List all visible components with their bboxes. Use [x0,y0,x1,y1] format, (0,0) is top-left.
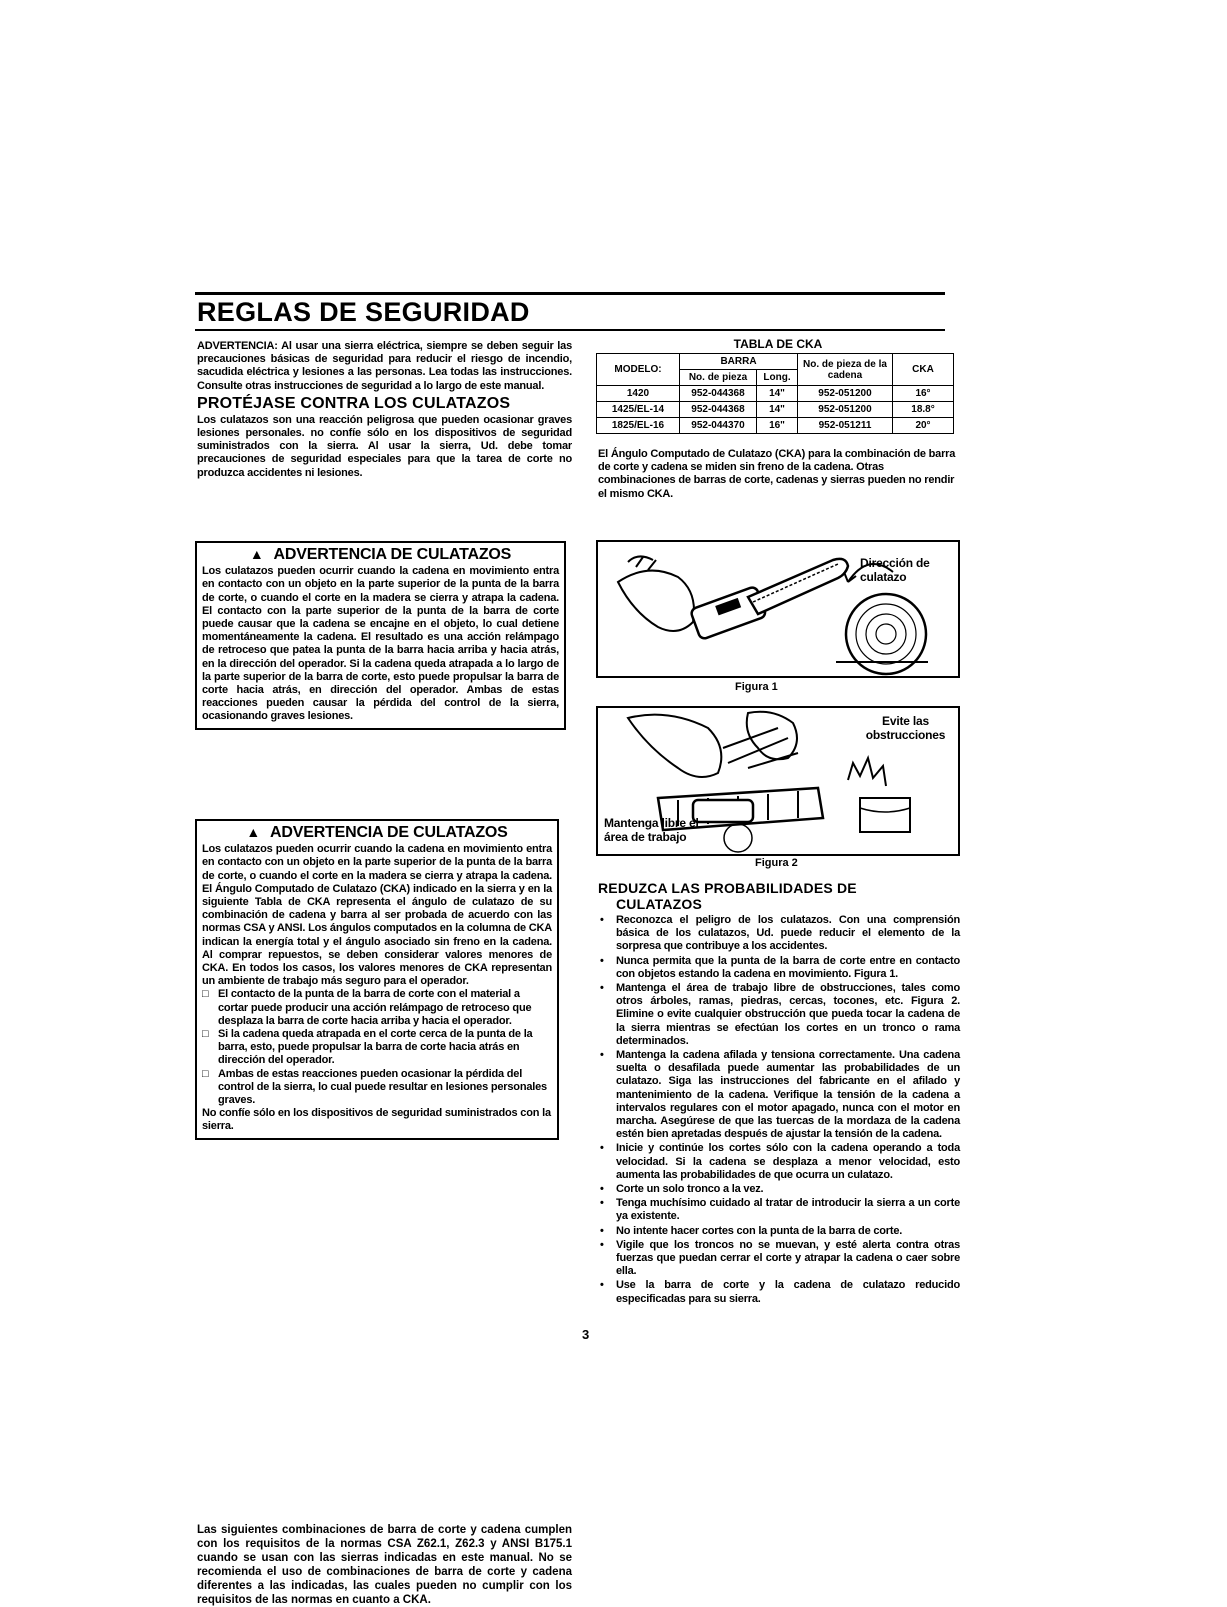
warning-box-1-title: ADVERTENCIA DE CULATAZOS [273,546,512,563]
table-row [597,418,954,434]
cell-chain-part: 952-051200 [798,402,893,418]
kickback-warning-box-2 [195,819,559,1140]
bullet-icon: • [600,1238,604,1251]
figure-1-callout: Dirección de culatazo [860,556,930,584]
cell-chain-part: 952-051211 [798,418,893,434]
protect-text: Los culatazos son una reacción peligrosa que pueden ocasionar graves lesiones personales. no confíe sólo en los dispositivos de seguridad suministrados con la sierra. Al usar la sierra, Ud. debe tomar precauciones de seguridad especiales para que la tarea de corte no produzca accidentes ni lesiones. [197,413,572,479]
warning-triangle-icon: ▲ [249,546,264,562]
bullet-icon: • [600,914,604,926]
list-item [598,1183,960,1196]
cell-bar-part: 952-044368 [680,386,757,402]
list-item-text: Mantenga la cadena afilada y tensiona correctamente. Una cadena suelta o desafilada puede aumentar las probabilidades de un culatazo. Siga las instrucciones del fabricante en el afilado y mantenimiento de la cadena. Verifique la tensión de la cadena a intervalos regulares con el motor apagado, nunca con el motor en marcha. Asegúrese de que las tuercas de la mordaza de la cadena estén bien apretadas después de ajustar la tensión de la cadena. [616,1049,960,1141]
figure-2-callout-bottom: Mantenga libre el área de trabajo [604,816,699,844]
list-item-text: Ambas de estas reacciones pueden ocasionar la pérdida del control de la sierra, lo cual puede resultar en lesiones personales graves. [218,1067,547,1107]
warning-box-2-title-row [202,826,552,839]
bullet-icon: • [600,1197,604,1210]
cell-cka: 20° [893,418,954,434]
figure-2 [596,706,960,856]
cka-table-caption: El Ángulo Computado de Culatazo (CKA) para la combinación de barra de corte y cadena se miden sin freno de la cadena. Otras combinaciones de barras de corte, cadenas y sierras pueden no rendir el mismo CKA. [598,448,956,500]
intro-warning-label: ADVERTENCIA: [197,340,278,352]
bullet-icon: • [600,954,604,967]
cell-model: 1825/EL-16 [597,418,680,434]
bullet-icon: • [600,1224,604,1237]
header-bar-part: No. de pieza [680,370,757,386]
list-item-text: Inicie y continúe los cortes sólo con la cadena operando a toda velocidad. Si la cadena se desplaza a menor velocidad, esto aumenta las probabilidades de que ocurra un culatazo. [616,1142,960,1181]
list-item [598,1049,960,1141]
cell-model: 1420 [597,386,680,402]
bullet-icon: • [600,1279,604,1292]
cell-cka: 16° [893,386,954,402]
list-item [598,955,960,981]
combinations-paragraph: Las siguientes combinaciones de barra de corte y cadena cumplen con los requisitos de la normas CSA Z62.1, Z62.3 y ANSI B175.1 cuando se usan con las sierras indicadas en este manual. No se recomienda el uso de combinaciones de barra de corte y cadena diferentes a las indicadas, las cuales pueden no cumplir con los requisitos de las normas en cuanto a CKA. [197,1524,572,1606]
list-item [598,982,960,1048]
figure-1-caption: Figura 1 [735,681,778,693]
table-row [597,402,954,418]
bullet-icon: • [600,1142,604,1155]
list-item-text: Nunca permita que la punta de la barra de corte entre en contacto con objetos estando la cadena en movimiento. Figura 1. [616,954,960,980]
cell-length: 14" [757,386,798,402]
list-item [202,1068,552,1108]
checkbox-marker: □ [202,1067,209,1080]
page-number: 3 [582,1327,590,1342]
table-row [597,386,954,402]
cell-chain-part: 952-051200 [798,386,893,402]
reduce-heading-line-1: REDUZCA LAS PROBABILIDADES DE [598,880,857,896]
warning-box-2-list [202,988,552,1107]
list-item-text: El contacto de la punta de la barra de corte con el material a cortar puede producir una acción relámpago de retroceso que desplaza la barra de corte hacia arriba y hacia el operador. [218,988,532,1027]
intro-section [197,340,572,480]
cell-cka: 18.8° [893,402,954,418]
list-item-text: Mantenga el área de trabajo libre de obstrucciones, tales como otros árboles, ramas, piedras, cercas, tocones, etc. Figura 2. Elimine o evite cualquier obstrucción que pueda tocar la cadena de la sierra mientras se efectúan los cortes en un tronco o rama determinados. [616,982,960,1047]
warning-triangle-icon: ▲ [246,824,261,840]
cka-table-title: TABLA DE CKA [733,337,823,351]
cell-model: 1425/EL-14 [597,402,680,418]
header-top-rule [195,292,945,295]
figure-2-caption: Figura 2 [755,857,798,869]
warning-box-2-text: Los culatazos pueden ocurrir cuando la cadena en movimiento entra en contacto con un objeto en la parte superior de la punta de la barra de corte, o cuando el corte en la madera se cierra y atrapa la cadena. El Ángulo Computado de Culatazo (CKA) indicado en la sierra y en la siguiente Tabla de CKA representa el ángulo de culatazo de su combinación de cadena y barra al ser probada de acuerdo con las normas CSA y ANSI. Los ángulos computados en la columna de CKA indican la energía total y el ángulo asociado sin freno en la cadena. Al comprar repuestos, se deben considerar valores menores de CKA. En todos los casos, los valores menores de CKA representan un ambiente de trabajo más seguro para el operador. [202,843,552,988]
list-item-text: Vigile que los troncos no se muevan, y esté alerta contra otras fuerzas que puedan cerrar el corte y atrapar la cadena o caer sobre ella. [616,1238,960,1278]
header-bar: BARRA [680,354,798,370]
cell-bar-part: 952-044370 [680,418,757,434]
figure-1 [596,540,960,678]
list-item [598,1142,960,1182]
checkbox-marker: □ [202,1028,209,1041]
list-item-text: Reconozca el peligro de los culatazos. Con una comprensión básica de los culatazos, Ud. puede reducir el elemento de la sorpresa que contribuye a los accidentes. [616,914,960,953]
list-item [598,1279,960,1305]
list-item [598,1225,960,1238]
list-item [598,1239,960,1279]
list-item-text: Use la barra de corte y la cadena de culatazo reducido especificadas para su sierra. [616,1279,960,1305]
bullet-icon: • [600,1183,604,1196]
list-item-text: No intente hacer cortes con la punta de la barra de corte. [616,1224,903,1237]
warning-box-2-title: ADVERTENCIA DE CULATAZOS [270,824,508,841]
cell-length: 16" [757,418,798,434]
bullet-icon: • [600,1049,604,1062]
header-chain: No. de pieza de la cadena [798,354,893,386]
reduce-heading-line-2: CULATAZOS [616,896,703,912]
header-bar-length: Long. [757,370,798,386]
kickback-warning-box-1 [195,541,566,730]
checkbox-marker: □ [202,988,209,1001]
figure-2-callout-top: Evite las obstrucciones [865,714,946,742]
cell-bar-part: 952-044368 [680,402,757,418]
list-item [598,914,960,954]
list-item [598,1197,960,1223]
page-title: REGLAS DE SEGURIDAD [197,297,530,327]
cell-length: 14" [757,402,798,418]
warning-box-1-title-row [202,548,559,561]
list-item-text: Corte un solo tronco a la vez. [616,1183,764,1196]
list-item [202,988,552,1028]
list-item [202,1028,552,1068]
list-item-text: Si la cadena queda atrapada en el corte cerca de la punta de la barra, esto, puede propulsar la barra de corte hacia atrás en dirección del operador. [218,1028,533,1067]
bullet-icon: • [600,982,604,995]
warning-box-2-footer: No confíe sólo en los dispositivos de seguridad suministrados con la sierra. [202,1107,551,1133]
reduce-bullet-list [598,914,960,1306]
intro-warning-text: Al usar una sierra eléctrica, siempre se deben seguir las precauciones básicas de seguridad para reducir el riesgo de incendio, sacudida eléctrica y lesiones a las personas. Lea todas las instrucciones. Consulte otras instrucciones de seguridad a lo largo de este manual. [197,340,572,392]
warning-box-1-text: Los culatazos pueden ocurrir cuando la cadena en movimiento entra en contacto con un objeto en la parte superior de la punta de la barra de corte, o cuando el corte en la madera se cierra y atrapa la cadena. El contacto con la parte superior de la punta de la barra de corte puede causar que la cadena se encajne en el objeto, lo cual detiene momentáneamente la cadena. El resultado es una acción relámpago de retroceso que patea la punta de la barra hacia arriba y hacia atrás, en la dirección del operador. Si la cadena queda atrapada a lo largo de la parte superior de la barra de corte, esto puede propulsar la barra de corte hacia atrás, en dirección del operador. Ambas de estas reacciones pueden causar la pérdida del control de la sierra, ocasionando graves lesiones. [202,565,559,723]
header-cka: CKA [893,354,954,386]
intro-warning-paragraph [197,340,572,393]
reduce-kickback-section [598,880,960,1307]
list-item-text: Tenga muchísimo cuidado al tratar de introducir la sierra a un corte ya existente. [616,1197,960,1223]
header-model: MODELO: [597,354,680,386]
protect-heading: PROTÉJASE CONTRA LOS CULATAZOS [197,394,511,412]
header-bottom-rule [195,329,945,331]
table-header-row [597,354,954,370]
cka-table [596,353,954,434]
